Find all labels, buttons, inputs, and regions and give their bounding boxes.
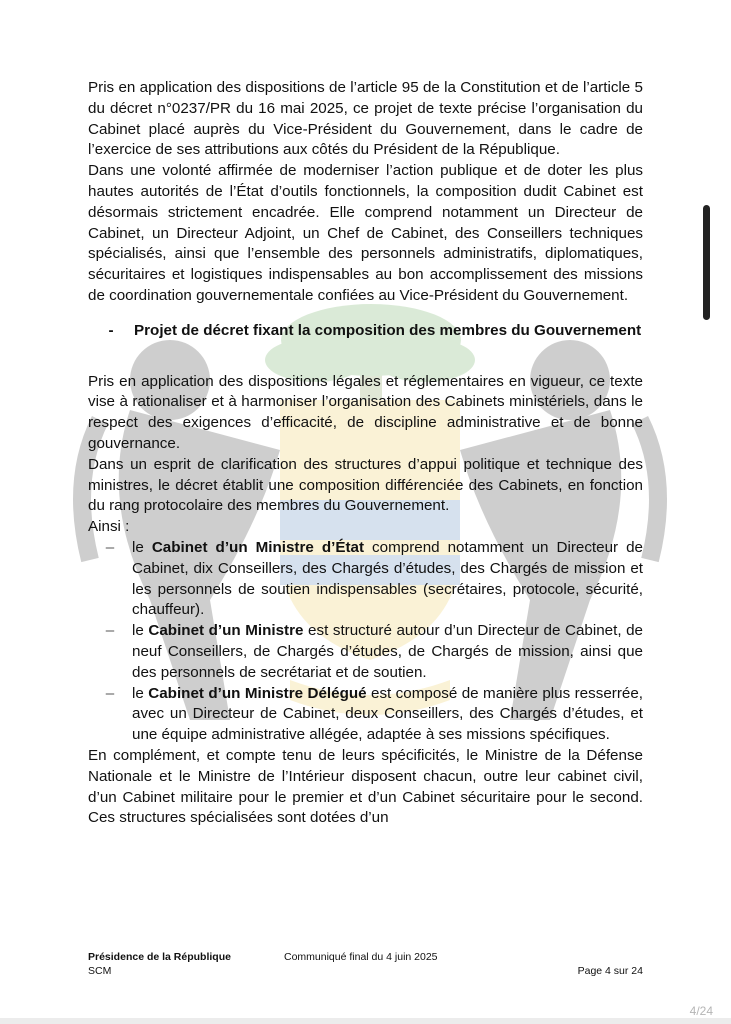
scrollbar-thumb[interactable] xyxy=(703,205,710,320)
section-heading xyxy=(88,321,643,342)
paragraph-defense-interieur: En complément, et compte tenu de leurs spécificités, le Ministre de la Défense Nationale et le Ministre de l’Intérieur disposent chacun, outre leur cabinet civil, d’un Cabinet militaire pour le premier et d’un Cabinet sécuritaire pour le second. Ces structures spécialisées sont dotées d’un xyxy=(88,746,643,827)
item-prefix: le xyxy=(132,622,149,640)
paragraph-rationalisation: Pris en application des dispositions légales et réglementaires en vigueur, ce texte vise à rationaliser et à harmoniser l’organisation des Cabinets ministériels, dans le respect des exigences d’efficacité, de discipline administrative et de bonne gouvernance. xyxy=(88,372,643,452)
paragraph-clarification: Dans un esprit de clarification des structures d’appui politique et technique des ministres, le décret établit une composition différenciée des Cabinets, en fonction du rang protocolaire des membres du Gouvernement. xyxy=(88,455,643,515)
list-item xyxy=(88,684,643,746)
paragraph-cabinet-composition: Dans une volonté affirmée de moderniser l’action publique et de doter les plus hautes autorités de l’État d’outils fonctionnels, la composition dudit Cabinet est désormais strictement encadrée. Elle comprend notamment un Directeur de Cabinet, un Directeur Adjoint, un Chef de Cabinet, des Conseillers techniques spécialisés, ainsi que l’ensemble des personnels administratifs, diplomatiques, sécuritaires et logistiques indispensables au bon accomplissement des missions de coordination gouvernementale confiées au Vice-Président du Gouvernement. xyxy=(88,162,643,304)
list-item xyxy=(88,621,643,683)
footer-doc: Communiqué final du 4 juin 2025 xyxy=(284,951,438,963)
page-footer xyxy=(88,950,643,978)
heading-text: Projet de décret fixant la composition des membres du Gouvernement xyxy=(134,321,642,339)
item-text: est composé de manière plus resserrée, avec un Directeur de Cabinet, deux Conseillers, des Chargés d’études, et une équipe administrative allégée, adaptée à ses missions spécifiques. xyxy=(132,684,643,744)
item-prefix: le xyxy=(132,538,152,556)
page-indicator: 4/24 xyxy=(689,1004,713,1018)
heading-dash: - xyxy=(108,321,114,339)
item-bold: Cabinet d’un Ministre Délégué xyxy=(148,684,367,702)
item-text: est structuré autour d’un Directeur de Cabinet, de neuf Conseillers, de Chargés d’études, de Chargés de mission, ainsi que des personnels de secrétariat et de soutien. xyxy=(132,622,644,681)
item-text: comprend notamment un Directeur de Cabinet, dix Conseillers, des Chargés d’études, des Chargés de mission et les personnels de soutien indispensables (secrétaires, protocole, sécurité, chauffeur). xyxy=(132,538,644,619)
item-prefix: le xyxy=(132,684,149,702)
list-bullet: – xyxy=(105,538,115,556)
cabinet-list xyxy=(88,538,643,746)
document-body xyxy=(88,78,643,829)
paragraph-ainsi: Ainsi : xyxy=(88,518,130,536)
paragraph-cabinet-vice-president: Pris en application des dispositions de l’article 95 de la Constitution et de l’article 5 du décret n°0237/PR du 16 mai 2025, ce projet de texte précise l’organisation du Cabinet placé auprès du Vice-Président du Gouvernement, dans le cadre de l’exercice de ses attributions aux côtés du Président de la République. xyxy=(88,79,643,159)
list-bullet: – xyxy=(105,622,115,640)
footer-page-number: Page 4 sur 24 xyxy=(577,965,643,977)
item-bold: Cabinet d’un Ministre d’État xyxy=(151,538,365,556)
footer-dept: SCM xyxy=(88,965,112,977)
item-bold: Cabinet d’un Ministre xyxy=(148,622,304,640)
list-bullet: – xyxy=(105,684,115,702)
footer-org: Présidence de la République xyxy=(88,951,231,963)
list-item xyxy=(88,538,643,621)
bottom-bar xyxy=(0,1018,731,1024)
